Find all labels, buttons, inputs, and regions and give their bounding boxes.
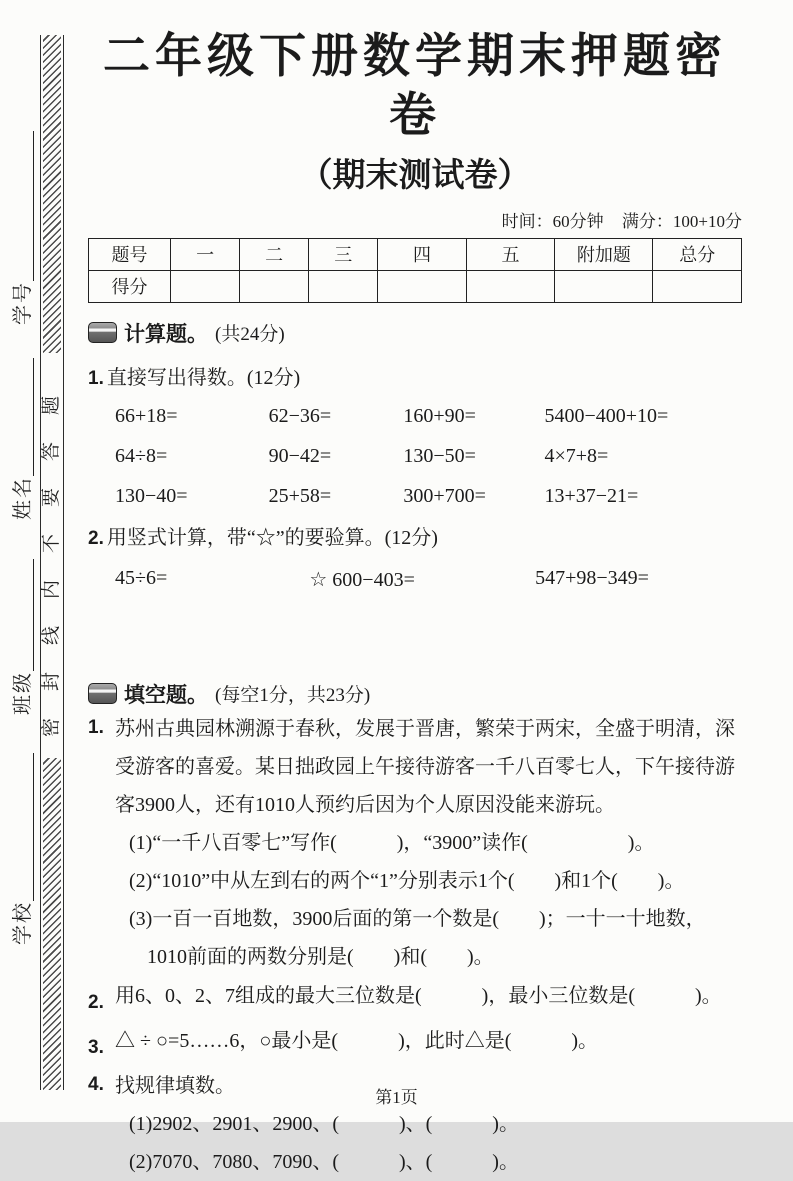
score-table-header-row	[89, 238, 742, 270]
page-footer	[0, 1083, 793, 1108]
fill-section-points: (每空1分，共23分)	[215, 685, 371, 706]
calc-section-header	[88, 318, 742, 348]
score-cell	[171, 270, 240, 302]
calc-section-title: 计算题。	[124, 321, 208, 346]
student-id-blank-line	[14, 131, 34, 281]
school-blank-line	[14, 753, 34, 901]
math-problem: 547+98−349=	[535, 566, 649, 589]
score-col-header: 题号	[89, 238, 171, 270]
oral-calculation-grid	[88, 405, 742, 508]
math-problem: 66+18=	[115, 404, 178, 427]
math-problem: ☆ 600−403=	[309, 568, 415, 591]
school-field	[10, 753, 34, 945]
sub-question-continuation: 1010前面的两数分别是( )和( )。	[147, 945, 494, 968]
seal-line-strip	[40, 35, 64, 1090]
calc-q2-header	[88, 521, 742, 550]
math-problem: 130−50=	[403, 444, 476, 467]
question-paragraph: 苏州古典园林溯源于春秋，发展于晋唐，繁荣于两宋，全盛于明清，深受游客的喜爱。某日拙政园上午接待游客一千八百零七人，下午接待游客3900人，还有1010人预约后因为个人原因没能来游玩。	[115, 717, 735, 816]
name-label: 姓名	[12, 476, 34, 520]
sub-question: (2)“1010”中从左到右的两个“1”分别表示1个( )和1个( )。	[129, 869, 685, 892]
calculation-workspace	[88, 592, 742, 664]
class-blank-line	[14, 559, 34, 671]
calc-q1-text: 直接写出得数。(12分)	[106, 366, 301, 389]
full-score: 满分：100+10分	[621, 211, 742, 231]
question-number: 3.	[88, 1036, 104, 1058]
page-subtitle: （期末测试卷）	[299, 157, 531, 194]
score-col-header: 附加题	[555, 238, 653, 270]
score-col-header: 三	[309, 238, 378, 270]
section-marker-icon	[88, 683, 117, 704]
calc-section-points: (共24分)	[215, 324, 285, 345]
fill-section-title: 填空题。	[124, 682, 208, 707]
school-label: 学校	[12, 901, 34, 945]
score-col-header: 二	[240, 238, 309, 270]
fill-section-header	[88, 679, 742, 709]
fill-question-3	[88, 1022, 742, 1066]
question-text: △ ÷ ○=5……6，○最小是( )，此时△是( )。	[115, 1029, 599, 1052]
class-label: 班级	[12, 671, 34, 715]
name-blank-line	[14, 358, 34, 476]
fill-question-2	[88, 977, 742, 1021]
exam-meta	[88, 207, 742, 232]
fill-question-1	[88, 710, 742, 976]
student-id-label: 学号	[12, 281, 34, 325]
question-number: 2.	[88, 991, 104, 1013]
score-row-label: 得分	[89, 270, 171, 302]
math-problem: 160+90=	[403, 404, 476, 427]
sub-question: (1)“一千八百零七”写作( )，“3900”读作( )。	[129, 831, 655, 854]
math-problem: 64÷8=	[115, 444, 168, 467]
question-number: 1.	[88, 716, 104, 738]
score-cell	[653, 270, 742, 302]
math-problem: 13+37−21=	[544, 484, 639, 507]
math-problem: 90−42=	[268, 444, 332, 467]
math-problem: 300+700=	[403, 484, 486, 507]
score-cell	[466, 270, 555, 302]
score-cell	[378, 270, 467, 302]
calc-q1-header	[88, 361, 742, 390]
exam-content	[88, 28, 742, 1181]
math-problem: 62−36=	[268, 404, 332, 427]
question-text: 用6、0、2、7组成的最大三位数是( )，最小三位数是( )。	[115, 984, 722, 1007]
math-problem: 5400−400+10=	[544, 404, 669, 427]
score-table	[88, 238, 742, 303]
score-cell	[555, 270, 653, 302]
calc-q2-text: 用竖式计算，带“☆”的要验算。(12分)	[106, 526, 438, 549]
fill-question-1-body	[115, 710, 742, 976]
page-number: 第1页	[375, 1088, 418, 1107]
page-title: 二年级下册数学期末押题密卷	[103, 31, 727, 142]
vertical-calculation-row	[88, 567, 742, 592]
question-number: 1.	[88, 367, 104, 389]
sub-question: (2)7070、7080、7090、( )、( )。	[129, 1150, 519, 1173]
seal-hatch-top	[43, 35, 61, 353]
section-marker-icon	[88, 322, 117, 343]
score-col-header: 总分	[653, 238, 742, 270]
math-problem: 45÷6=	[115, 566, 168, 589]
sub-question: (3)一百一百地数，3900后面的第一个数是( )；一十一十地数，	[129, 907, 706, 930]
time-limit: 时间：60分钟	[501, 211, 604, 231]
seal-hatch-bottom	[43, 758, 61, 1090]
section-calculation	[88, 318, 742, 664]
question-number: 4.	[88, 1073, 104, 1095]
score-table-score-row	[89, 270, 742, 302]
math-problem: 130−40=	[115, 484, 188, 507]
seal-line-text: 密封线内不要答题	[41, 369, 62, 738]
sub-question: (1)2902、2901、2900、( )、( )。	[129, 1112, 519, 1135]
class-field	[10, 559, 34, 715]
question-number: 2.	[88, 527, 104, 549]
name-field	[10, 358, 34, 520]
student-id-field	[10, 131, 34, 325]
score-col-header: 一	[171, 238, 240, 270]
score-cell	[240, 270, 309, 302]
math-problem: 25+58=	[268, 484, 332, 507]
score-col-header: 四	[378, 238, 467, 270]
score-col-header: 五	[466, 238, 555, 270]
score-cell	[309, 270, 378, 302]
question-text: 找规律填数。	[115, 1074, 235, 1097]
math-problem: 4×7+8=	[544, 444, 609, 467]
